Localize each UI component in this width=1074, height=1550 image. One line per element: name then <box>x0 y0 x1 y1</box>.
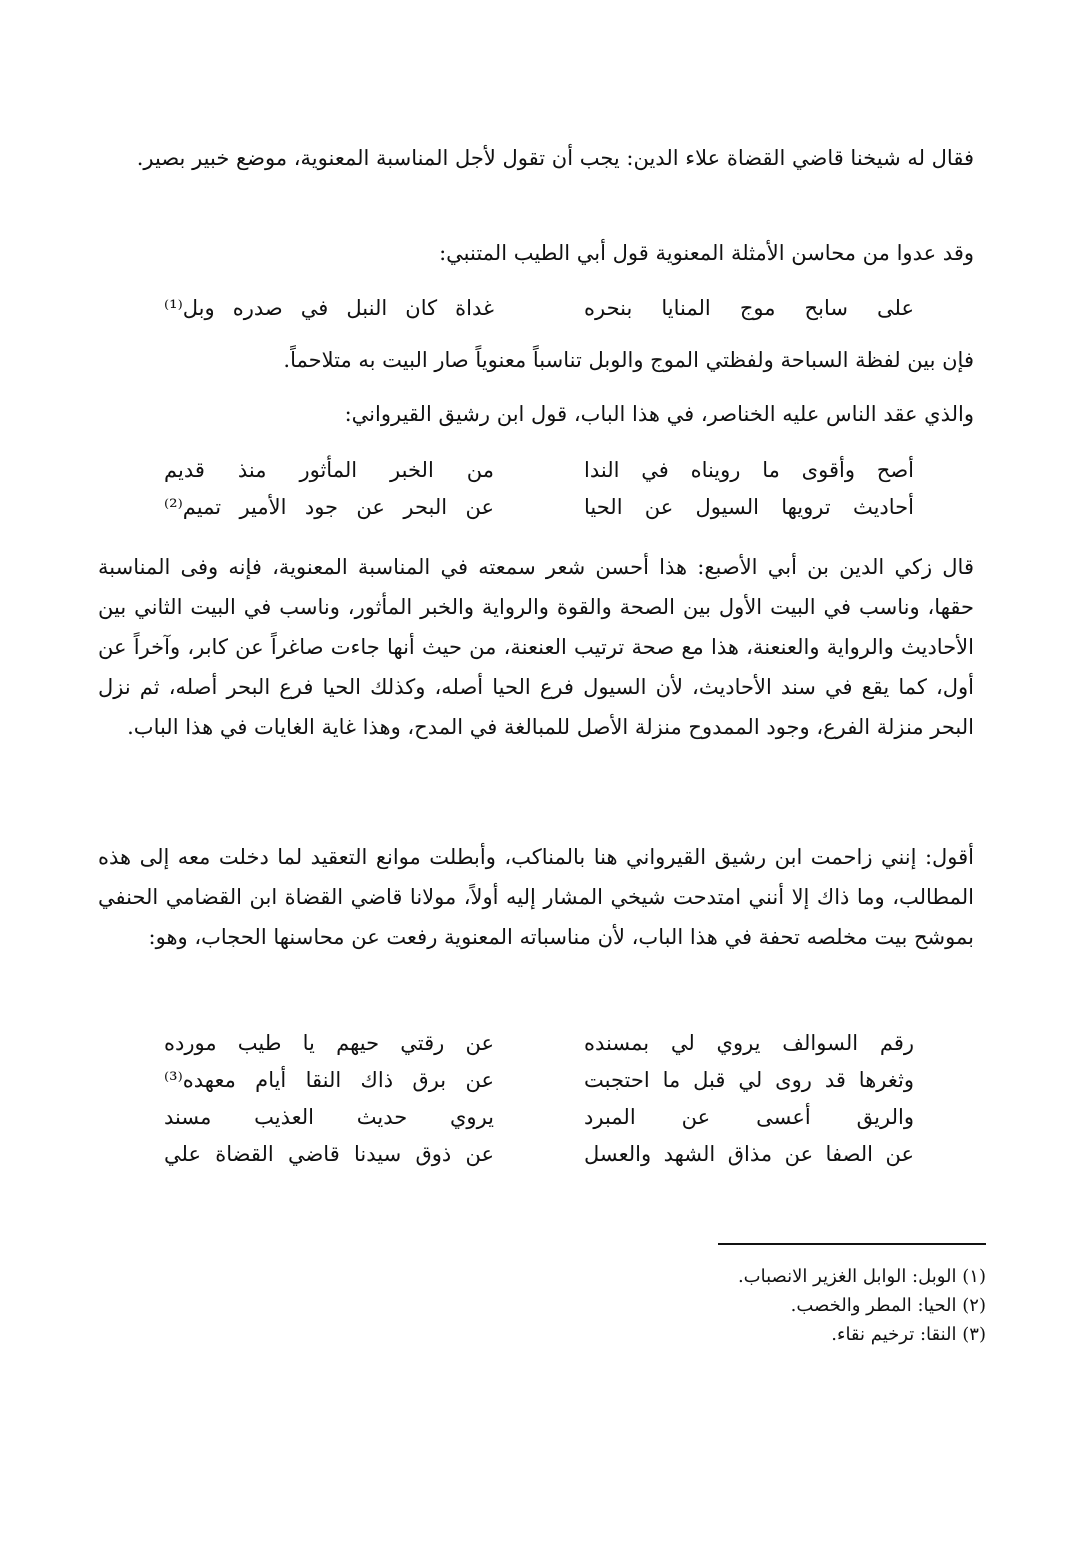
verse-first-hemistich: رقم السوالف يروي لي بمسنده <box>584 1031 914 1055</box>
verse-muwashshah <box>164 1025 914 1173</box>
verse-line <box>164 1025 914 1062</box>
footnotes <box>486 1262 986 1349</box>
verse-mutanabbi <box>164 290 914 327</box>
verse-first-hemistich: وثغرها قد روى لي قبل ما احتجبت <box>584 1068 914 1092</box>
paragraph-intro-ibn-rashiq: والذي عقد الناس عليه الخناصر، في هذا الباب، قول ابن رشيق القيرواني: <box>344 402 974 426</box>
paragraph-opening: فقال له شيخنا قاضي القضاة علاء الدين: يجب أن تقول لأجل المناسبة المعنوية، موضع خبير بصير. <box>136 146 974 170</box>
verse-line <box>164 290 914 327</box>
verse-first-hemistich: والريق أعسى عن المبرد <box>584 1105 914 1129</box>
verse-second-hemistich: يروي حديث العذيب مسند <box>164 1105 494 1129</box>
footnote-2: (٢) الحيا: المطر والخصب. <box>790 1295 986 1316</box>
verse-second-hemistich: عن برق ذاك النقا أيام معهده⁽³⁾ <box>164 1068 494 1092</box>
verse-first-hemistich: أحاديث ترويها السيول عن الحيا <box>584 495 914 519</box>
verse-line <box>164 1062 914 1099</box>
verse-first-hemistich: أصح وأقوى ما رويناه في الندا <box>584 458 914 482</box>
verse-line <box>164 452 914 489</box>
verse-second-hemistich: من الخبر المأثور منذ قديم <box>164 458 494 482</box>
verse-line <box>164 489 914 526</box>
verse-line <box>164 1099 914 1136</box>
footnote-3: (٣) النقا: ترخيم نقاء. <box>831 1324 986 1345</box>
verse-line <box>164 1136 914 1173</box>
paragraph-zaki-al-din: قال زكي الدين بن أبي الأصبع: هذا أحسن شعر سمعته في المناسبة المعنوية، فإنه وفى المناسبة حقها، وناسب في البيت الأول بين الصحة والقوة والرواية والخبر المأثور، وناسب في البيت الثاني بين الأحاديث والرواية والعنعنة، هذا مع صحة ترتيب العنعنة، من حيث أنها جاءت صاغراً عن كابر، وآخراً عن أول، كما يقع في سند الأحاديث، لأن السيول فرع الحيا أصله، وكذلك الحيا فرع البحر أصله، ثم نزل البحر منزلة الفرع، وجود الممدوح منزلة الأصل للمبالغة في المدح، وهذا غاية الغايات في هذا الباب. <box>98 555 974 739</box>
verse-first-hemistich: على سابح موج المنايا بنحره <box>584 296 914 320</box>
paragraph-intro-mutanabbi: وقد عدوا من محاسن الأمثلة المعنوية قول أبي الطيب المتنبي: <box>439 241 974 265</box>
footnote-divider <box>718 1243 986 1245</box>
verse-ibn-rashiq <box>164 452 914 526</box>
verse-second-hemistich: عن ذوق سيدنا قاضي القضاة علي <box>164 1142 494 1166</box>
verse-second-hemistich: عن البحر عن جود الأمير تميم⁽²⁾ <box>164 495 494 519</box>
verse-second-hemistich: عن رقتي حيهم يا طيب مورده <box>164 1031 494 1055</box>
verse-second-hemistich: غداة كان النبل في صدره وبل⁽¹⁾ <box>164 296 494 320</box>
verse-first-hemistich: عن الصفا عن مذاق الشهد والعسل <box>584 1142 914 1166</box>
paragraph-comment-swimming: فإن بين لفظة السباحة ولفظتي الموج والوبل تناسباً معنوياً صار البيت به متلاحماً. <box>283 348 974 372</box>
paragraph-author-comment: أقول: إنني زاحمت ابن رشيق القيرواني هنا بالمناكب، وأبطلت موانع التعقيد لما دخلت معه إلى هذه المطالب، وما ذاك إلا أنني امتدحت شيخي المشار إليه أولاً، مولانا قاضي القضاة ابن القضامي الحنفي بموشح بيت مخلصه تحفة في هذا الباب، لأن مناسباته المعنوية رفعت عن محاسنها الحجاب، وهو: <box>98 845 974 949</box>
footnote-1: (١) الوبل: الوابل الغزير الانصباب. <box>737 1266 986 1287</box>
